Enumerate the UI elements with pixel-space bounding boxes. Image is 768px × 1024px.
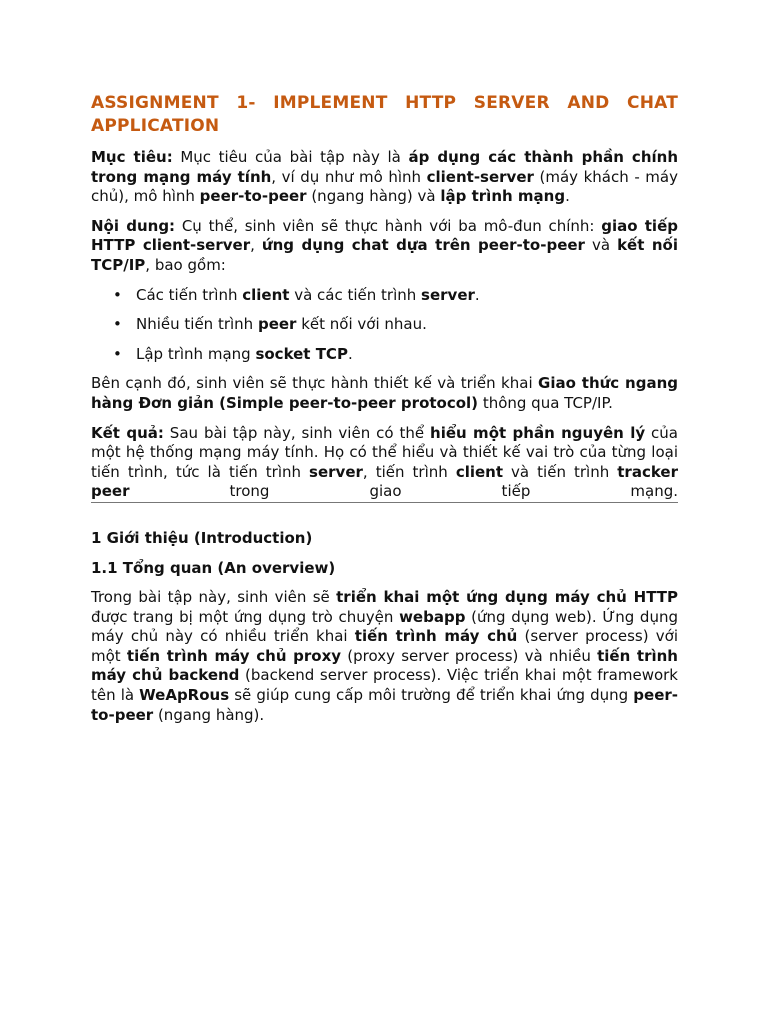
text-run: Các tiến trình bbox=[136, 285, 243, 304]
text-run: , ví dụ như mô hình bbox=[271, 167, 427, 186]
text-run: (ứng dụng web). Ứng dụng máy chủ này có nhiều triển khai bbox=[91, 607, 678, 646]
text-run: Sau bài tập này, sinh viên có thể bbox=[163, 423, 431, 442]
bold-text: client bbox=[455, 462, 504, 481]
text-run: Nhiều tiến trình bbox=[136, 315, 258, 334]
result-paragraph bbox=[91, 424, 678, 503]
bold-text: webapp bbox=[399, 607, 466, 626]
text-run: được trang bị một ứng dụng trò chuyện bbox=[91, 607, 400, 626]
bold-text: server bbox=[421, 285, 475, 304]
document-body bbox=[91, 92, 678, 725]
bold-text: tiến trình máy chủ backend bbox=[91, 646, 678, 685]
bold-text: triển khai một ứng dụng máy chủ HTTP bbox=[336, 588, 678, 607]
bold-text: tracker peer bbox=[91, 462, 678, 501]
list-item-text bbox=[136, 345, 353, 363]
bullet-icon: • bbox=[113, 315, 122, 334]
bullet-icon: • bbox=[113, 285, 122, 304]
bold-text: lập trình mạng bbox=[440, 187, 566, 206]
list-item-text bbox=[136, 286, 480, 304]
bold-text: peer-to-peer bbox=[91, 686, 678, 724]
text-run: sẽ giúp cung cấp môi trường để triển khai ứng dụng bbox=[229, 686, 634, 705]
bold-text: server bbox=[309, 462, 363, 481]
bold-text: peer-to-peer bbox=[199, 187, 307, 206]
bullet-icon: • bbox=[113, 344, 122, 363]
bold-text: hiểu một phần nguyên lý bbox=[430, 423, 646, 442]
text-run: Trong bài tập này, sinh viên sẽ bbox=[91, 588, 337, 607]
list-item bbox=[91, 286, 678, 306]
text-run: Cụ thể, sinh viên sẽ thực hành với ba mô-đun chính: bbox=[175, 216, 602, 235]
bold-text: áp dụng các thành phần chính trong mạng máy tính bbox=[91, 148, 679, 186]
overview-paragraph bbox=[91, 588, 678, 725]
section-heading-introduction: 1 Giới thiệu (Introduction) bbox=[91, 528, 313, 547]
text-run: và tiến trình bbox=[503, 462, 618, 481]
list-item bbox=[91, 315, 678, 335]
bold-text: ứng dụng chat dựa trên peer-to-peer bbox=[261, 236, 585, 255]
text-run: , bbox=[250, 236, 262, 255]
text-run: . bbox=[565, 187, 570, 206]
bold-text: tiến trình máy chủ bbox=[354, 627, 518, 646]
text-run: . bbox=[347, 344, 353, 363]
text-run: . bbox=[474, 285, 480, 304]
protocol-paragraph bbox=[91, 374, 678, 413]
text-run: (máy khách - máy chủ), mô hình bbox=[91, 167, 678, 206]
bold-text: Kết quả: bbox=[91, 423, 164, 442]
text-run: , tiến trình bbox=[362, 462, 456, 481]
bold-text: Nội dung: bbox=[91, 216, 176, 235]
bold-text: kết nối TCP/IP bbox=[91, 236, 678, 274]
text-run: (ngang hàng). bbox=[153, 705, 265, 724]
objective-paragraph bbox=[91, 148, 678, 207]
module-list bbox=[91, 286, 678, 365]
list-item bbox=[91, 345, 678, 365]
bold-text: socket TCP bbox=[255, 344, 348, 363]
bold-text: Giao thức ngang hàng Đơn giản (Simple peer-to-peer protocol) bbox=[91, 374, 679, 412]
text-run: (server process) với một bbox=[91, 627, 678, 665]
text-run: Lập trình mạng bbox=[136, 344, 256, 363]
bold-text: tiến trình máy chủ proxy bbox=[126, 646, 342, 665]
text-run: Mục tiêu của bài tập này là bbox=[172, 148, 409, 166]
text-run: và bbox=[584, 236, 618, 255]
text-run: trong giao tiếp mạng. bbox=[129, 482, 678, 501]
bold-text: client-server bbox=[426, 167, 534, 186]
text-run: Bên cạnh đó, sinh viên sẽ thực hành thiết kế và triển khai bbox=[91, 374, 539, 393]
text-run: , bao gồm: bbox=[145, 255, 226, 274]
subsection-heading-overview: 1.1 Tổng quan (An overview) bbox=[91, 558, 336, 577]
bold-text: Mục tiêu: bbox=[91, 148, 173, 166]
text-run: thông qua TCP/IP. bbox=[478, 393, 613, 412]
bold-text: WeApRous bbox=[139, 686, 230, 705]
text-run: (backend server process). Việc triển khai một framework tên là bbox=[91, 666, 678, 705]
text-run: và các tiến trình bbox=[289, 285, 422, 304]
content-paragraph bbox=[91, 217, 678, 276]
assignment-title: ASSIGNMENT 1- IMPLEMENT HTTP SERVER AND CHAT APPLICATION bbox=[91, 93, 678, 136]
text-run: của một hệ thống mạng máy tính. Họ có thể hiểu và thiết kế vai trò của từng loại tiến trình, tức là tiến trình bbox=[91, 423, 679, 481]
text-run: (ngang hàng) và bbox=[306, 187, 441, 206]
text-run: kết nối với nhau. bbox=[296, 315, 427, 334]
bold-text: peer bbox=[257, 315, 297, 334]
list-item-text bbox=[136, 315, 427, 333]
text-run: (proxy server process) và nhiều bbox=[341, 646, 598, 665]
bold-text: giao tiếp HTTP client-server bbox=[91, 216, 678, 255]
bold-text: client bbox=[242, 285, 290, 304]
